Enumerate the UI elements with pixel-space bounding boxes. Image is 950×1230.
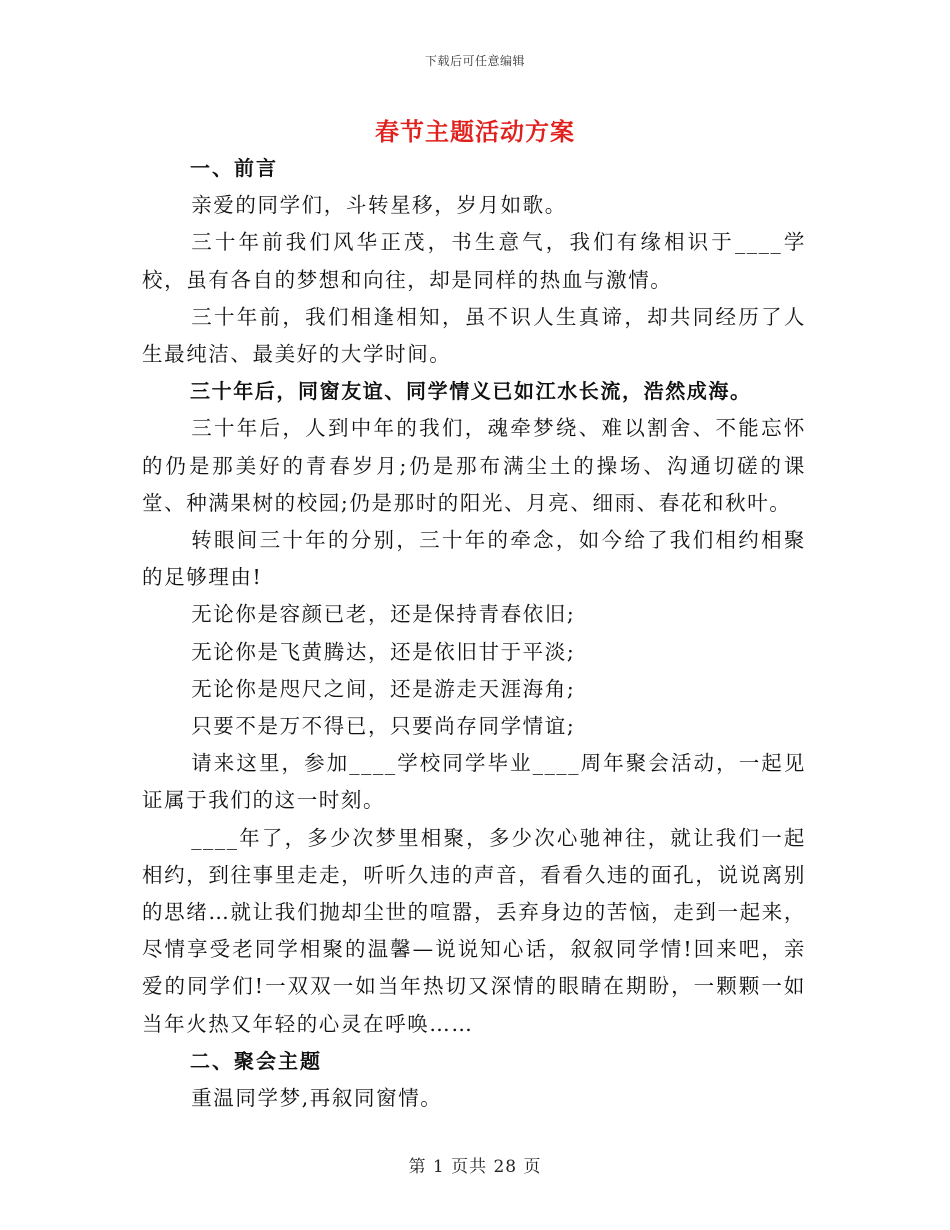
paragraph: 三十年前我们风华正茂，书生意气，我们有缘相识于____学校，虽有各自的梦想和向往，却是同样的热血与激情。: [142, 230, 806, 292]
paragraph: 无论你是咫尺之间，还是游走天涯海角;: [191, 676, 576, 701]
page-footer: 第 1 页共 28 页: [408, 1157, 542, 1177]
paragraph: ____年了，多少次梦里相聚，多少次心驰神往，就让我们一起相约，到往事里走走，听听久违的声音，看看久违的面孔，说说离别的思绪…就让我们抛却尘世的喧嚣，丢弃身边的苦恼，走到一起来，尽情享受老同学相聚的温馨—说说知心话，叙叙同学情!回来吧，亲爱的同学们!一双双一如当年热切又深情的眼睛在期盼，一颗颗一如当年火热又年轻的心灵在呼唤……: [142, 825, 806, 1036]
document-title: 春节主题活动方案: [375, 117, 575, 146]
paragraph: 只要不是万不得已，只要尚存同学情谊;: [191, 714, 576, 739]
document-body: [142, 150, 806, 1117]
paragraph: 三十年前，我们相逢相知，虽不识人生真谛，却共同经历了人生最纯洁、最美好的大学时间。: [142, 304, 806, 367]
paragraph: 重温同学梦,再叙同窗情。: [191, 1086, 443, 1111]
paragraph: 转眼间三十年的分别，三十年的牵念，如今给了我们相约相聚的足够理由!: [142, 528, 806, 590]
paragraph: 请来这里，参加____学校同学毕业____周年聚会活动，一起见证属于我们的这一时刻。: [142, 751, 806, 813]
header-note: 下载后可任意编辑: [424, 54, 525, 68]
paragraph: 无论你是飞黄腾达，还是依旧甘于平淡;: [191, 639, 576, 664]
paragraph: 亲爱的同学们，斗转星移，岁月如歌。: [191, 193, 567, 218]
bold-paragraph: 三十年后，同窗友谊、同学情义已如江水长流，浩然成海。: [190, 379, 752, 404]
section-heading-preface: 一、前言: [190, 156, 278, 180]
paragraph: 无论你是容颜已老，还是保持青春依旧;: [191, 602, 576, 627]
section-heading-theme: 二、聚会主题: [190, 1048, 322, 1073]
paragraph: 三十年后，人到中年的我们，魂牵梦绕、难以割舍、不能忘怀的仍是那美好的青春岁月;仍是那布满尘土的操场、沟通切磋的课堂、种满果树的校园;仍是那时的阳光、月亮、细雨、春花和秋叶。: [142, 416, 806, 515]
